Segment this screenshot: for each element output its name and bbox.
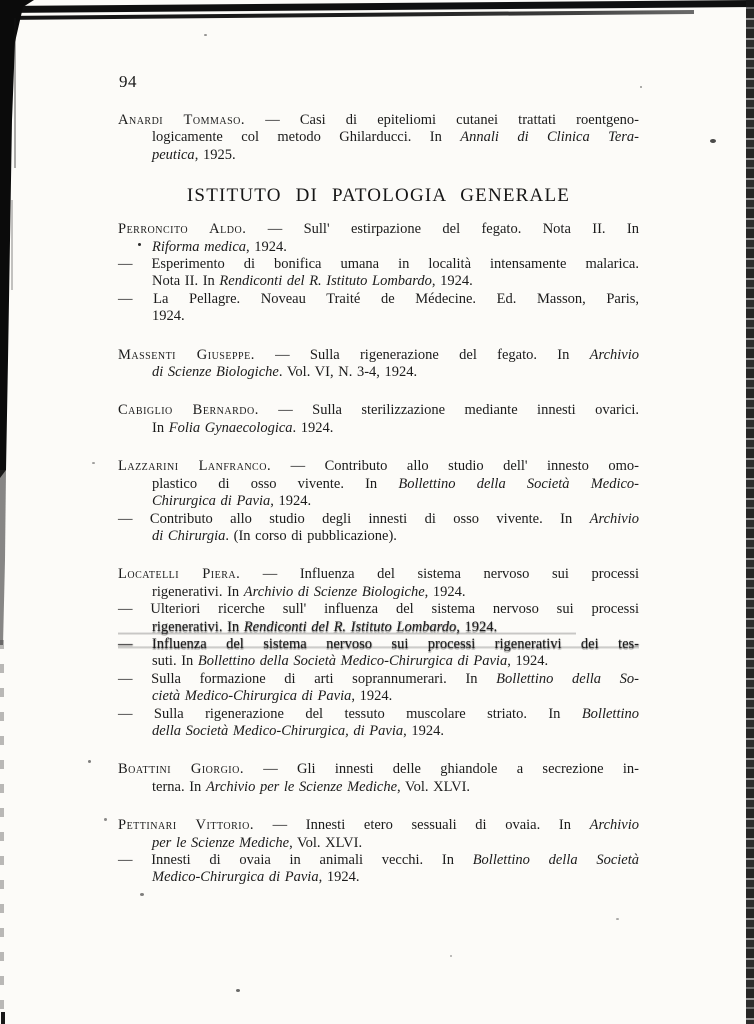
bib-entry-pettinari	[118, 817, 639, 887]
scan-artifact-right-edge	[746, 0, 754, 1024]
bib-line: In Folia Gynaecologica. 1924.	[152, 419, 334, 436]
bib-line: — Innesti di ovaia in animali vecchi. In Bollettino della Società	[118, 852, 639, 868]
scan-speck	[92, 462, 95, 464]
bib-entry-perroncito	[118, 221, 639, 325]
scan-speck	[710, 139, 716, 143]
scan-speck	[204, 34, 207, 36]
scan-speck	[236, 989, 240, 992]
scan-speck	[450, 955, 452, 957]
bib-line: peutica, 1925.	[152, 146, 236, 163]
bib-line: Lazzarini Lanfranco. — Contributo allo studio dell' innesto omo-	[118, 458, 639, 475]
scan-artifact-top-edge	[0, 0, 754, 13]
bib-entry-lazzarini	[118, 458, 639, 545]
bib-line: Chirurgica di Pavia, 1924.	[152, 493, 312, 510]
text-block	[118, 112, 639, 908]
bib-line: Nota II. In Rendiconti del R. Istituto Lombardo, 1924.	[152, 273, 473, 290]
bib-entry-boattini	[118, 761, 639, 796]
bib-line: plastico di osso vivente. In Bollettino della Società Medico-	[152, 475, 640, 492]
bib-line: per le Scienze Mediche, Vol. XLVI.	[152, 834, 363, 851]
bib-line: Riforma medica, 1924.	[152, 238, 287, 255]
bib-line: Cabiglio Bernardo. — Sulla sterilizzazione mediante innesti ovarici.	[118, 402, 640, 419]
bib-line: Medico-Chirurgica di Pavia, 1924.	[152, 869, 360, 886]
bib-line: — Influenza del sistema nervoso sui processi rigenerativi dei tes-	[118, 635, 639, 652]
bib-line: Boattini Giorgio. — Gli innesti delle ghiandole a secrezione in-	[118, 761, 639, 778]
bib-line: cietà Medico-Chirurgica di Pavia, 1924.	[152, 688, 393, 705]
bib-line: logicamente col metodo Ghilarducci. In Annali di Clinica Tera-	[152, 129, 639, 146]
bib-line: di Chirurgia. (In corso di pubblicazione).	[152, 527, 397, 544]
bib-line: — Esperimento di bonifica umana in località intensamente malarica.	[118, 256, 639, 273]
bib-line: rigenerativi. In Archivio di Scienze Biologiche, 1924.	[152, 583, 466, 600]
bib-entry-anardi	[118, 112, 639, 164]
bib-line: — Sulla rigenerazione del tessuto muscolare striato. In Bollettino	[118, 705, 639, 722]
bib-entry-massenti	[118, 347, 639, 382]
scan-speck	[104, 818, 107, 821]
bib-line: terna. In Archivio per le Scienze Mediche, Vol. XLVI.	[152, 778, 471, 795]
section-title: ISTITUTO DI PATOLOGIA GENERALE	[186, 185, 571, 207]
bib-line: — Sulla formazione di arti soprannumerari. In Bollettino della So-	[118, 670, 639, 687]
scan-speck	[88, 760, 91, 763]
bib-line: suti. In Bollettino della Società Medico-Chirurgica di Pavia, 1924.	[152, 653, 549, 670]
bib-line: — Contributo allo studio degli innesti di osso vivente. In Archivio	[118, 510, 639, 527]
bib-entry-cabiglio	[118, 402, 639, 437]
page-number: 94	[119, 72, 137, 91]
bib-line: Pettinari Vittorio. — Innesti etero sessuali di ovaia. In Archivio	[118, 817, 640, 834]
bib-line: Massenti Giuseppe. — Sulla rigenerazione del fegato. In Archivio	[118, 346, 639, 363]
bib-line: rigenerativi. In Rendiconti del R. Istituto Lombardo, 1924.	[118, 619, 639, 636]
bib-line: — La Pellagre. Noveau Traité de Médecine. Ed. Masson, Paris,	[118, 290, 639, 307]
bib-line: 1924.	[152, 308, 185, 325]
bib-line: Perroncito Aldo. — Sull' estirpazione del fegato. Nota II. In	[118, 221, 639, 238]
bib-line: della Società Medico-Chirurgica, di Pavia, 1924.	[152, 722, 444, 739]
scan-artifact-top-edge-2	[0, 10, 694, 20]
bib-line: — Ulteriori ricerche sull' influenza del sistema nervoso sui processi	[118, 601, 639, 618]
scan-artifact-left-dashes	[0, 640, 4, 1024]
bib-line: Anardi Tommaso. — Casi di epiteliomi cutanei trattati roentgeno-	[118, 112, 639, 128]
bib-entry-locatelli	[118, 566, 639, 740]
bib-line: di Scienze Biologiche. Vol. VI, N. 3-4, 1924.	[152, 364, 418, 381]
scan-speck	[640, 86, 642, 88]
scan-speck	[616, 918, 619, 920]
scan-artifact-corner-mark	[1, 1012, 5, 1024]
bib-line: Locatelli Piera. — Influenza del sistema nervoso sui processi	[118, 566, 639, 583]
scan-artifact-left-streak	[0, 0, 40, 1024]
